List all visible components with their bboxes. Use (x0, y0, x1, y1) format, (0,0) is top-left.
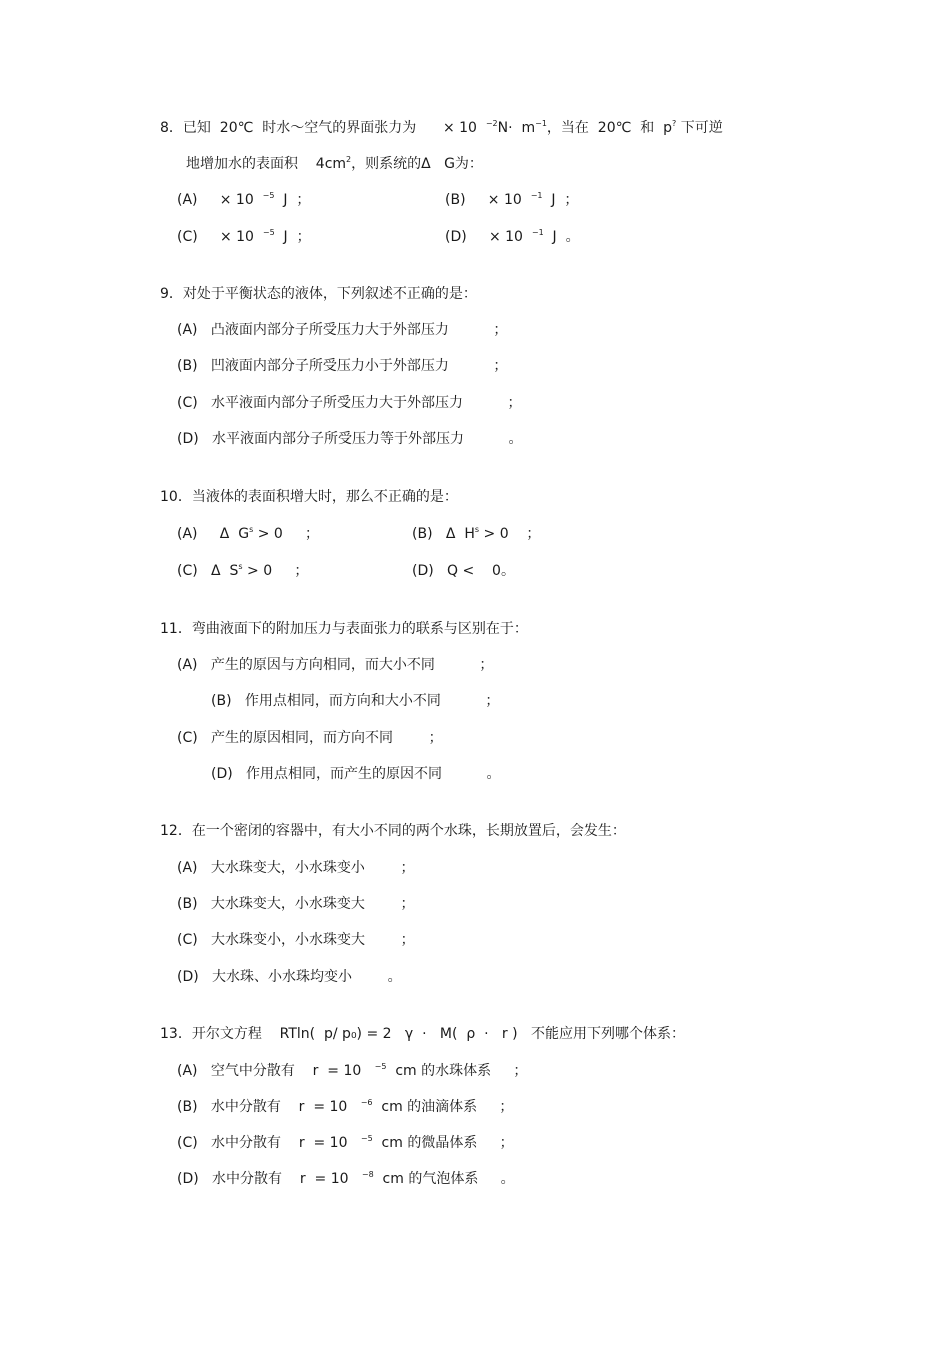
question-10-option-a: (A) Δ $G^s > 0$ ； (177, 525, 320, 542)
question-10-stem: 10．当液体的表面积增大时，那么不正确的是： (160, 489, 458, 505)
question-11-option-b: (B) 作用点相同，而方向和大小不同 ； (211, 693, 500, 709)
question-11-option-d: (D) 作用点相同，而产生的原因不同 。 (211, 766, 501, 782)
question-9-option-a: (A) 凸液面内部分子所受压力大于外部压力 ； (177, 322, 508, 338)
question-10-option-c: (C) Δ $S^s > 0$ ； (177, 562, 309, 579)
question-13-option-c: (C) 水中分散有 r = 10 $^{-5}$ cm 的微晶体系 ； (177, 1134, 514, 1151)
question-12-option-c: (C) 大水珠变小，小水珠变大 ； (177, 932, 415, 948)
question-9-option-c: (C) 水平液面内部分子所受压力大于外部压力 ； (177, 395, 522, 411)
question-12-option-a: (A) 大水珠变大，小水珠变小 ； (177, 860, 415, 876)
question-8-stem-continued: 地增加水的表面积 $4cm^2$，则系统的Δ G为： (186, 155, 483, 172)
question-12-stem: 12．在一个密闭的容器中，有大小不同的两个水珠，长期放置后，会发生： (160, 823, 626, 839)
question-10-option-d: (D) Q < 0。 (412, 563, 515, 579)
question-13-option-b: (B) 水中分散有 r = 10 $^{-6}$ cm 的油滴体系 ； (177, 1098, 514, 1115)
question-10-option-b: (B) Δ $H^s > 0$ ； (412, 525, 541, 542)
question-13-option-a: (A) 空气中分散有 r = 10 $^{-5}$ cm 的水珠体系 ； (177, 1062, 528, 1079)
question-8-option-a: (A) × 10 $^{-5}$ J ； (177, 191, 311, 208)
question-8-option-c: (C) × 10 $^{-5}$ J ； (177, 228, 311, 245)
question-8-option-d: (D) × 10 $^{-1}$ J 。 (445, 228, 580, 245)
question-12-option-b: (B) 大水珠变大，小水珠变大 ； (177, 896, 415, 912)
question-12-option-d: (D) 大水珠、小水珠均变小 。 (177, 969, 402, 985)
question-8-stem: 8．已知 20℃ 时水～空气的界面张力为 × 10 $^{-2}N\cdot m^{-1}$，当在 20℃ 和 p? 下可逆 (160, 119, 723, 136)
question-9-option-d: (D) 水平液面内部分子所受压力等于外部压力 。 (177, 431, 523, 447)
question-13-stem: 13．开尔文方程 RTln( p/ p₀) = 2 γ · M( ρ · r ) 不能应用下列哪个体系： (160, 1026, 685, 1042)
question-8-option-b: (B) × 10 $^{-1}$ J ； (445, 191, 579, 208)
question-11-stem: 11．弯曲液面下的附加压力与表面张力的联系与区别在于： (160, 621, 528, 637)
question-9-option-b: (B) 凹液面内部分子所受压力小于外部压力 ； (177, 358, 508, 374)
question-13-option-d: (D) 水中分散有 r = 10 $^{-8}$ cm 的气泡体系 。 (177, 1170, 515, 1187)
question-11-option-c: (C) 产生的原因相同，而方向不同 ； (177, 730, 443, 746)
question-9-stem: 9．对处于平衡状态的液体，下列叙述不正确的是： (160, 286, 477, 302)
question-11-option-a: (A) 产生的原因与方向相同，而大小不同 ； (177, 657, 494, 673)
